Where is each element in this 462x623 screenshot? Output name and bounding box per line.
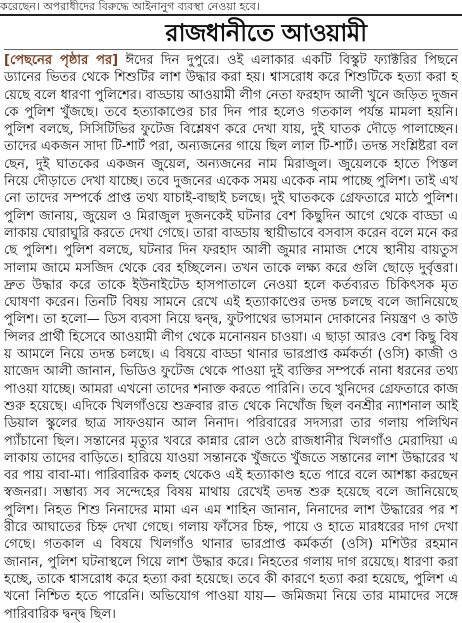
headline: রাজধানীতে আওয়ামী (165, 19, 367, 47)
top-divider (0, 14, 462, 16)
previous-article-tail: করেছেন। অপরাধীদের বিরুদ্ধে আইনানুগ ব্যবস্থা নেওয়া হবে। (0, 0, 260, 13)
continued-from-kicker: [পেছনের পৃষ্ঠার পর] (4, 53, 119, 68)
article-paragraph: ঈদের দিন দুপুরে। ওই এলাকার একটি বিস্কুট ফ্যাক্টরির পিছনে ড্যানের ভিতর থেকে শিশুটির লাশ উদ্ধার করা হয়। শ্বাসরোধ করে শিশুটিকে হত্যা করা হয়েছে বলে ধারণা পুলিশের। বাড্ডায় আওয়ামী লীগ নেতা ফরহাদ আলী খুনে জড়িত দুজনকে পুলিশ খুঁজছে। তবে হত্যাকাণ্ডের চার দিন পার হলেও গতকাল পর্যন্ত মামলা হয়নি। পুলিশ বলছে, সিসিটিভির ফুটেজ বিশ্লেষণ করে দেখা যায়, দুই ঘাতক দৌড়ে পালাচ্ছেন। তাদের একজন সাদা টি-শার্ট পরা, অন্যজনের গায়ে ছিল লাল টি-শার্ট। তদন্ত সংশ্লিষ্টরা বলছেন, দুই ঘাতকের একজন জুয়েল, অন্যজনের নাম মিরাজুল। জুয়েলকে হাতে পিস্তল নিয়ে দৌড়াতে দেখা যাচ্ছে। তবে দুজনের একেক সময় একেক নাম পাচ্ছে পুলিশ। তাই এখনো তাদের সম্পর্কে প্রাপ্ত তথ্য যাচাই-বাছাই চলছে। দুই ঘাতককে গ্রেফতারে মাঠে পুলিশ। পুলিশ জানায়, জুয়েল ও মিরাজুল দুজনকেই ঘটনার বেশ কিছুদিন আগে থেকে বাড্ডা এলাকায় ঘোরাঘুরি করতে দেখা গেছে। তারা বাড্ডায় স্থায়ীভাবে বসবাস করেন বলে মনে করছে পুলিশ। পুলিশ বলছে, ঘটনার দিন ফরহাদ আলী জুমার নামাজ শেষে স্থানীয় বায়তুস সালাম জামে মসজিদ থেকে বের হচ্ছিলেন। তখন তাকে লক্ষ্য করে গুলি ছোড়ে দুর্বৃত্তরা। দ্রুত উদ্ধার করে তাকে ইউনাইটেড হাসপাতালে নেওয়া হলে কর্তব্যরত চিকিৎসক মৃত ঘোষণা করেন। তিনটি বিষয় সামনে রেখে এই হত্যাকাণ্ডের তদন্ত চলছে বলে জানিয়েছে পুলিশ। তা হলো— ডিস ব্যবসা নিয়ে দ্বন্দ্ব, ফুটপাথের ভাসমান দোকানের নিয়ন্ত্রণ ও কাউন্সিলর প্রার্থী হিসেবে আওয়ামী লীগ থেকে মনোনয়ন চাওয়া। এ ছাড়া আরও বেশ কিছু বিষয় আমলে নিয়ে তদন্ত চলছে। এ বিষয়ে বাড্ডা থানার ভারপ্রাপ্ত কর্মকর্তা (ওসি) কাজী ওয়াজেদ আলী জানান, ভিডিও ফুটেজ থেকে পাওয়া দুই ব্যক্তির সম্পর্কে নানা ধরনের তথ্য পাওয়া যাচ্ছে। আমরা এখনো তাদের শনাক্ত করতে পারিনি। তবে খুনিদের গ্রেফতারে কাজ শুরু হয়েছে। এদিকে খিলগাঁওয়ে শুক্রবার রাত থেকে নিখোঁজ ছিল বনশ্রীর ন্যাশনাল আইডিয়াল স্কুলের ছাত্র সাফওয়ান আল নিনাদ। পরিবারের সদস্যরা তার গলায় পলিথিন প্যাঁচানো ছিল। সন্তানের মৃত্যুর খবরে কান্নার রোল ওঠে রাজধানীর খিলগাঁও মেরাদিয়া এলাকায় তাদের বাড়িতে। হারিয়ে যাওয়া সন্তানকে খুঁজতে খুঁজতে সন্তানের লাশ উদ্ধারের খবর পায় বাবা-মা। পারিবারিক কলহ থেকেও এই হত্যাকাণ্ড হতে পারে বলে আশঙ্কা করছেন স্বজনরা। সম্ভাব্য সব সন্দেহের বিষয় মাথায় রেখেই তদন্ত শুরু হয়েছে বলে জানিয়েছে পুলিশ। নিহত শিশু নিনাদের মামা এন এম শাহিন জানান, নিনাদের লাশ উদ্ধারের পর শরীরে আঘাতের চিহ্ন দেখা গেছে। গলায় ফাঁসের চিহ্ন, পায়ে ও হাতে মারধরের দাগ দেখা গেছে। গতকাল এ বিষয়ে খিলগাঁও থানার ভারপ্রাপ্ত কর্মকর্তা (ওসি) মশিউর রহমান জানান, পুলিশ ঘটনাস্থলে গিয়ে লাশ উদ্ধার করে। নিহতের গলায় দাগ রয়েছে। ধারণা করা হচ্ছে, তাকে শ্বাসরোধ করে হত্যা করা হয়েছে। তবে কী কারণে হত্যা করা হয়েছে, পুলিশ এখনো নিশ্চিত হতে পারেনি। অভিযোগ পাওয়া যায়— জমিজমা নিয়ে তার মামাদের সঙ্গে পারিবারিক দ্বন্দ্ব ছিল। (4, 53, 458, 622)
article-body (4, 52, 458, 622)
headline-divider (4, 49, 458, 50)
